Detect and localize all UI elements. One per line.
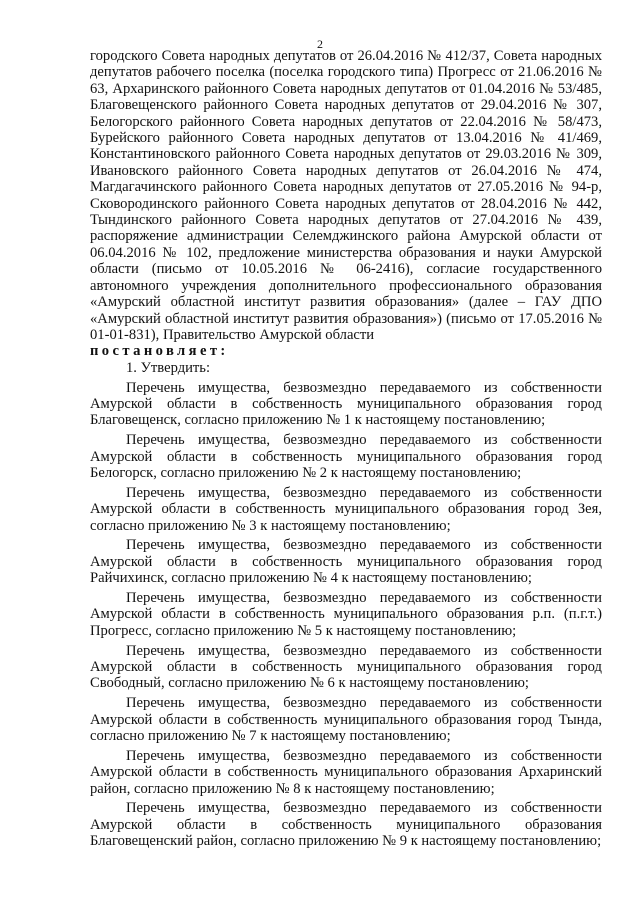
- list-item: Перечень имущества, безвозмездно передаваемого из собственности Амурской области в собственность муниципального образования р.п. (п.г.т.) Прогресс, согласно приложению № 5 к настоящему постановлению;: [90, 589, 602, 639]
- list-item: Перечень имущества, безвозмездно передаваемого из собственности Амурской области в собственность муниципального образования город Свободный, согласно приложению № 6 к настоящему постановлению;: [90, 642, 602, 692]
- list-item: Перечень имущества, безвозмездно передаваемого из собственности Амурской области в собственность муниципального образования Архаринский район, согласно приложению № 8 к настоящему постановлению;: [90, 747, 602, 797]
- page-number: 2: [317, 37, 323, 51]
- point-1: 1. Утвердить:: [126, 359, 211, 376]
- list-item: Перечень имущества, безвозмездно передаваемого из собственности Амурской области в собственность муниципального образования город Благовещенск, согласно приложению № 1 к настоящему постановлению;: [90, 379, 602, 429]
- list-item: Перечень имущества, безвозмездно передаваемого из собственности Амурской области в собственность муниципального образования город Белогорск, согласно приложению № 2 к настоящему постановлению;: [90, 432, 602, 481]
- list-item: Перечень имущества, безвозмездно передаваемого из собственности Амурской области в собственность муниципального образования город Зея, согласно приложению № 3 к настоящему постановлению;: [90, 484, 602, 534]
- document-body: [90, 48, 602, 850]
- list-item: Перечень имущества, безвозмездно передаваемого из собственности Амурской области в собственность муниципального образования Благовещенский район, согласно приложению № 9 к настоящему постановлению;: [90, 800, 602, 850]
- list-item: Перечень имущества, безвозмездно передаваемого из собственности Амурской области в собственность муниципального образования город Тында, согласно приложению № 7 к настоящему постановлению;: [90, 695, 602, 744]
- list-item: Перечень имущества, безвозмездно передаваемого из собственности Амурской области в собственность муниципального образования город Райчихинск, согласно приложению № 4 к настоящему постановлению;: [90, 537, 602, 587]
- decree-word: постановляет:: [90, 343, 229, 360]
- intro-paragraph: городского Совета народных депутатов от 26.04.2016 № 412/37, Совета народных депутатов рабочего поселка (поселка городского типа) Прогресс от 21.06.2016 № 63, Архаринского районного Совета народных депутатов от 01.04.2016 № 53/485, Благовещенского районного Совета народных депутатов от 29.04.2016 № 307, Белогорского районного Совета народных депутатов от 22.04.2016 № 58/473, Бурейского районного Совета народных депутатов от 13.04.2016 № 41/469, Константиновского районного Совета народных депутатов от 29.03.2016 № 309, Ивановского районного Совета народных депутатов от 26.04.2016 № 474, Магдагачинского районного Совета народных депутатов от 27.05.2016 № 94-р, Сковородинского районного Совета народных депутатов от 28.04.2016 № 442, Тындинского районного Совета народных депутатов от 27.04.2016 № 439, распоряжение администрации Селемджинского района Амурской области от 06.04.2016 № 102, предложение министерства образования и науки Амурской области (письмо от 10.05.2016 № 06-2416), согласие государственного автономного учреждения дополнительного профессионального образования «Амурский областной институт развития образования» (далее – ГАУ ДПО «Амурский областной институт развития образования») (письмо от 17.05.2016 № 01-01-831), Правительство Амурской области: [90, 48, 602, 343]
